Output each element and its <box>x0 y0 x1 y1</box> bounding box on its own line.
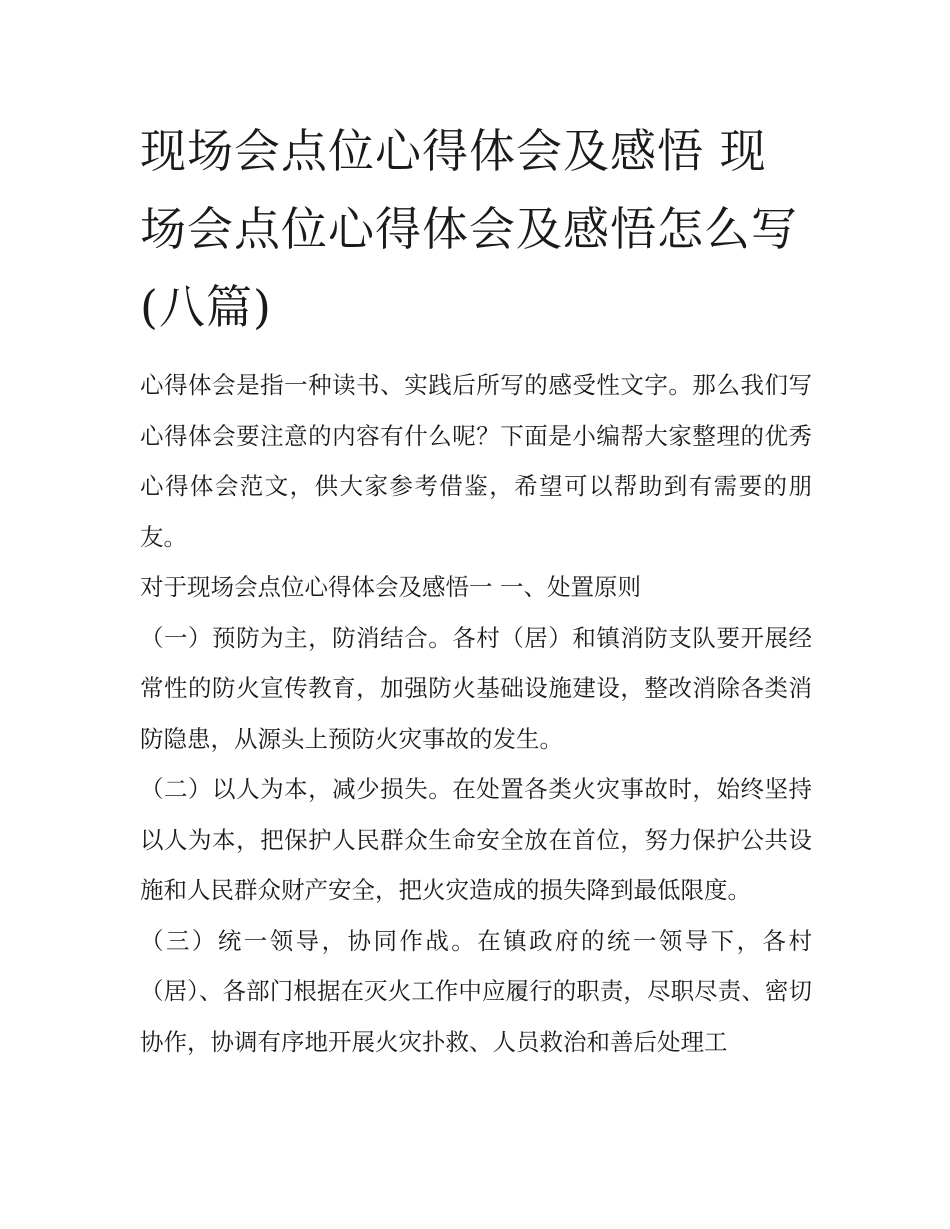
document-page <box>140 112 812 1067</box>
section-heading: 对于现场会点位心得体会及感悟一 一、处置原则 <box>140 573 641 601</box>
principle-paragraph-2: （二）以人为本，减少损失。在处置各类火灾事故时，始终坚持以人为本，把保护人民群众生命安全放在首位，努力保护公共设施和人民群众财产安全，把火灾造成的损失降到最低限度。 <box>140 775 812 904</box>
document-title: 现场会点位心得体会及感悟 现场会点位心得体会及感悟怎么写(八篇) <box>140 124 798 334</box>
principle-paragraph-1: （一）预防为主，防消结合。各村（居）和镇消防支队要开展经常性的防火宣传教育，加强防火基础设施建设，整改消除各类消防隐患，从源头上预防火灾事故的发生。 <box>140 623 812 753</box>
principle-paragraph-3: （三）统一领导，协同作战。在镇政府的统一领导下，各村（居）、各部门根据在灭火工作中应履行的职责，尽职尽责、密切协作，协调有序地开展火灾扑救、人员救治和善后处理工 <box>140 926 812 1056</box>
intro-paragraph: 心得体会是指一种读书、实践后所写的感受性文字。那么我们写心得体会要注意的内容有什么呢？下面是小编帮大家整理的优秀心得体会范文，供大家参考借鉴，希望可以帮助到有需要的朋友。 <box>140 371 812 551</box>
